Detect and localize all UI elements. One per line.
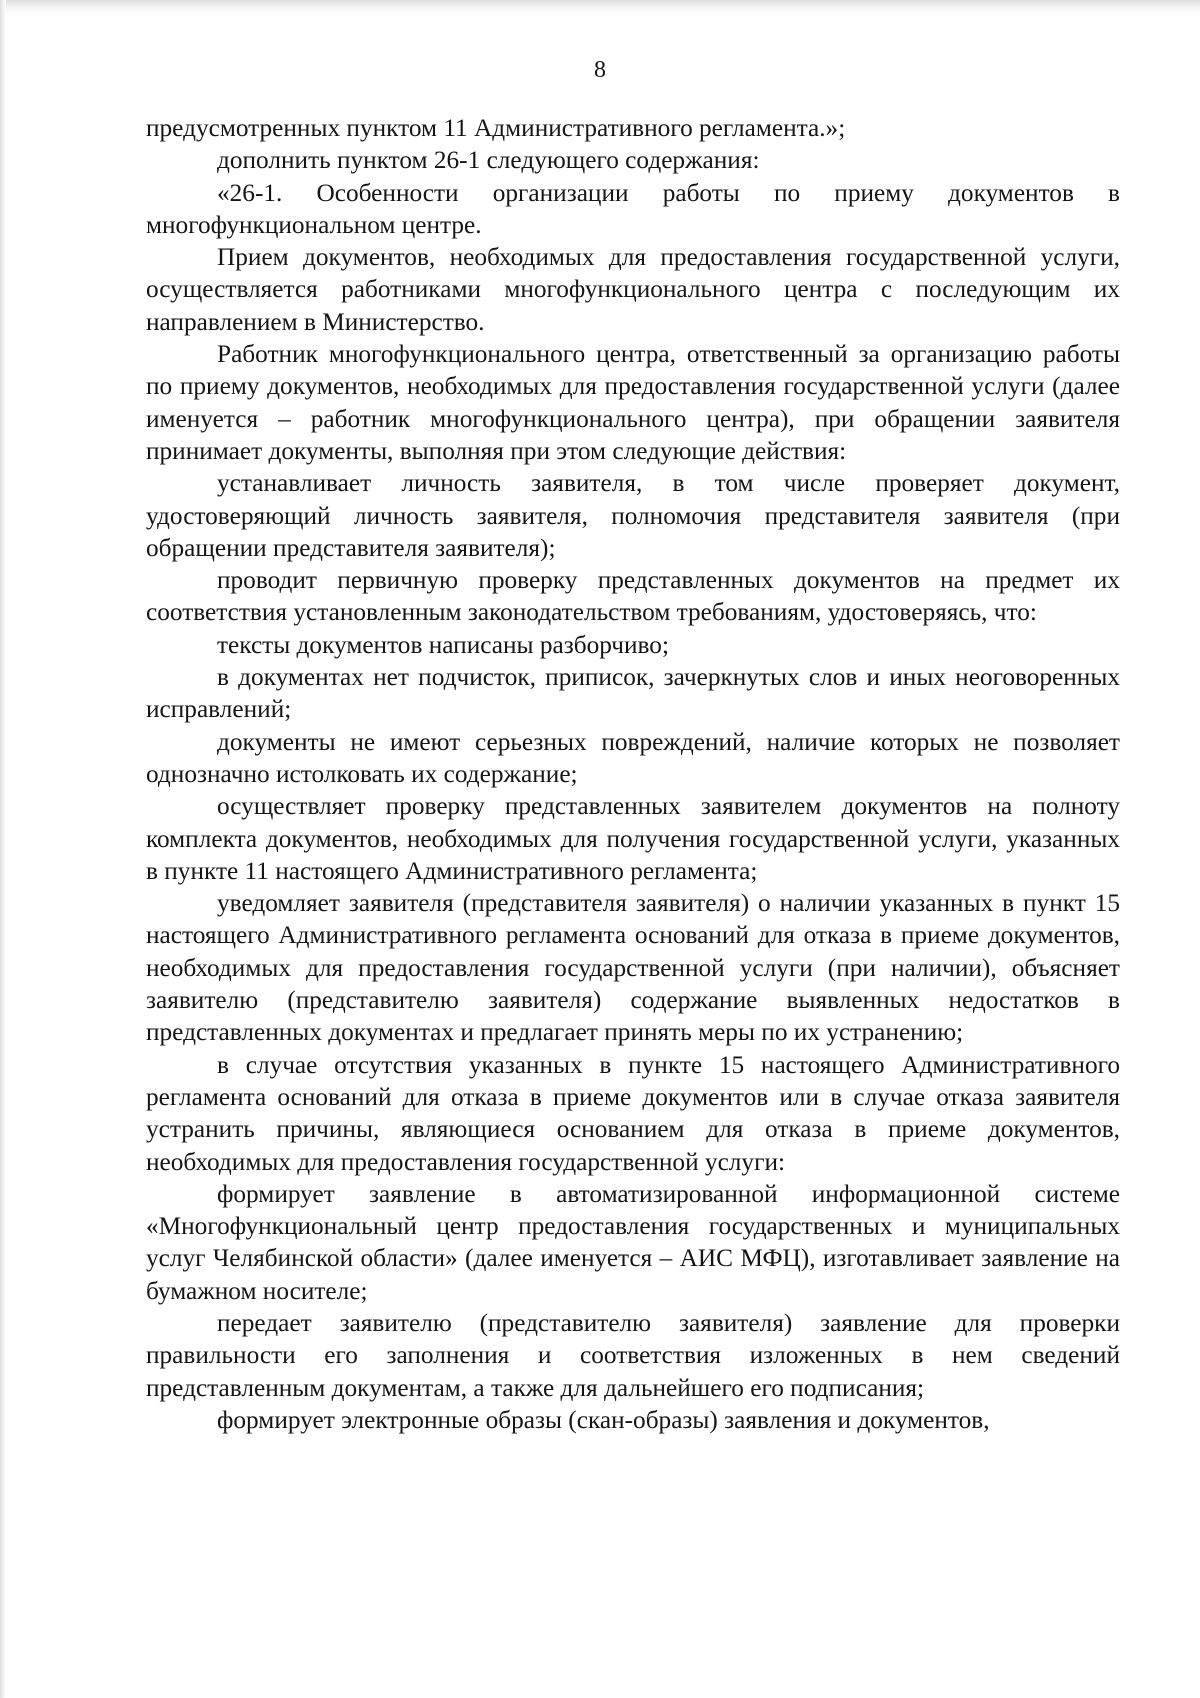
paragraph: уведомляет заявителя (представителя заявителя) о наличии указанных в пункт 15 настоящего Административного регламента оснований для отказа в приеме документов, необходимых для предоставления государственной услуги (при наличии), объясняет заявителю (представителю заявителя) содержание выявленных недостатков в представленных документах и предлагает принять меры по их устранению; xyxy=(146,889,1120,1047)
paragraph: устанавливает личность заявителя, в том числе проверяет документ, удостоверяющий личность заявителя, полномочия представителя заявителя (при обращении представителя заявителя); xyxy=(146,469,1120,562)
paragraph: осуществляет проверку представленных заявителем документов на полноту комплекта документов, необходимых для получения государственной услуги, указанных в пункте 11 настоящего Административного регламента; xyxy=(146,792,1120,885)
paragraph: «26-1. Особенности организации работы по приему документов в многофункциональном центре. xyxy=(146,178,1120,239)
paragraph: формирует заявление в автоматизированной информационной системе «Многофункциональный центр предоставления государственных и муниципальных услуг Челябинской области» (далее именуется – АИС МФЦ), изготавливает заявление на бумажном носителе; xyxy=(146,1179,1120,1305)
paragraph: формирует электронные образы (скан-образы) заявления и документов, xyxy=(217,1405,990,1434)
page-number: 8 xyxy=(594,57,606,83)
paragraph: документы не имеют серьезных повреждений, наличие которых не позволяет однозначно истолковать их содержание; xyxy=(146,727,1120,788)
paragraph: Работник многофункционального центра, ответственный за организацию работы по приему документов, необходимых для предоставления государственной услуги (далее именуется – работник многофункционального центра), при обращении заявителя принимает документы, выполняя при этом следующие действия: xyxy=(146,340,1120,465)
paragraph: Прием документов, необходимых для предоставления государственной услуги, осуществляется работниками многофункционального центра с последующим их направлением в Министерство. xyxy=(146,243,1120,336)
paragraph: тексты документов написаны разборчиво; xyxy=(217,630,669,659)
paragraph: в случае отсутствия указанных в пункте 15 настоящего Административного регламента оснований для отказа в приеме документов или в случае отказа заявителя устранить причины, являющиеся основанием для отказа в приеме документов, необходимых для предоставления государственной услуги: xyxy=(146,1050,1120,1176)
paragraph: проводит первичную проверку представленных документов на предмет их соответствия установленным законодательством требованиям, удостоверяясь, что: xyxy=(146,566,1120,627)
scan-edge-top xyxy=(0,0,1200,14)
paragraph: передает заявителю (представителю заявителя) заявление для проверки правильности его заполнения и соответствия изложенных в нем сведений представленным документам, а также для дальнейшего его подписания; xyxy=(146,1308,1120,1402)
paragraph: предусмотренных пунктом 11 Административного регламента.»; xyxy=(146,114,846,142)
paragraph: в документах нет подчисток, приписок, зачеркнутых слов и иных неоговоренных исправлений; xyxy=(146,663,1120,724)
document-body xyxy=(146,112,1120,1436)
paragraph: дополнить пунктом 26-1 следующего содержания: xyxy=(217,146,760,175)
scan-edge-left xyxy=(0,0,6,1698)
